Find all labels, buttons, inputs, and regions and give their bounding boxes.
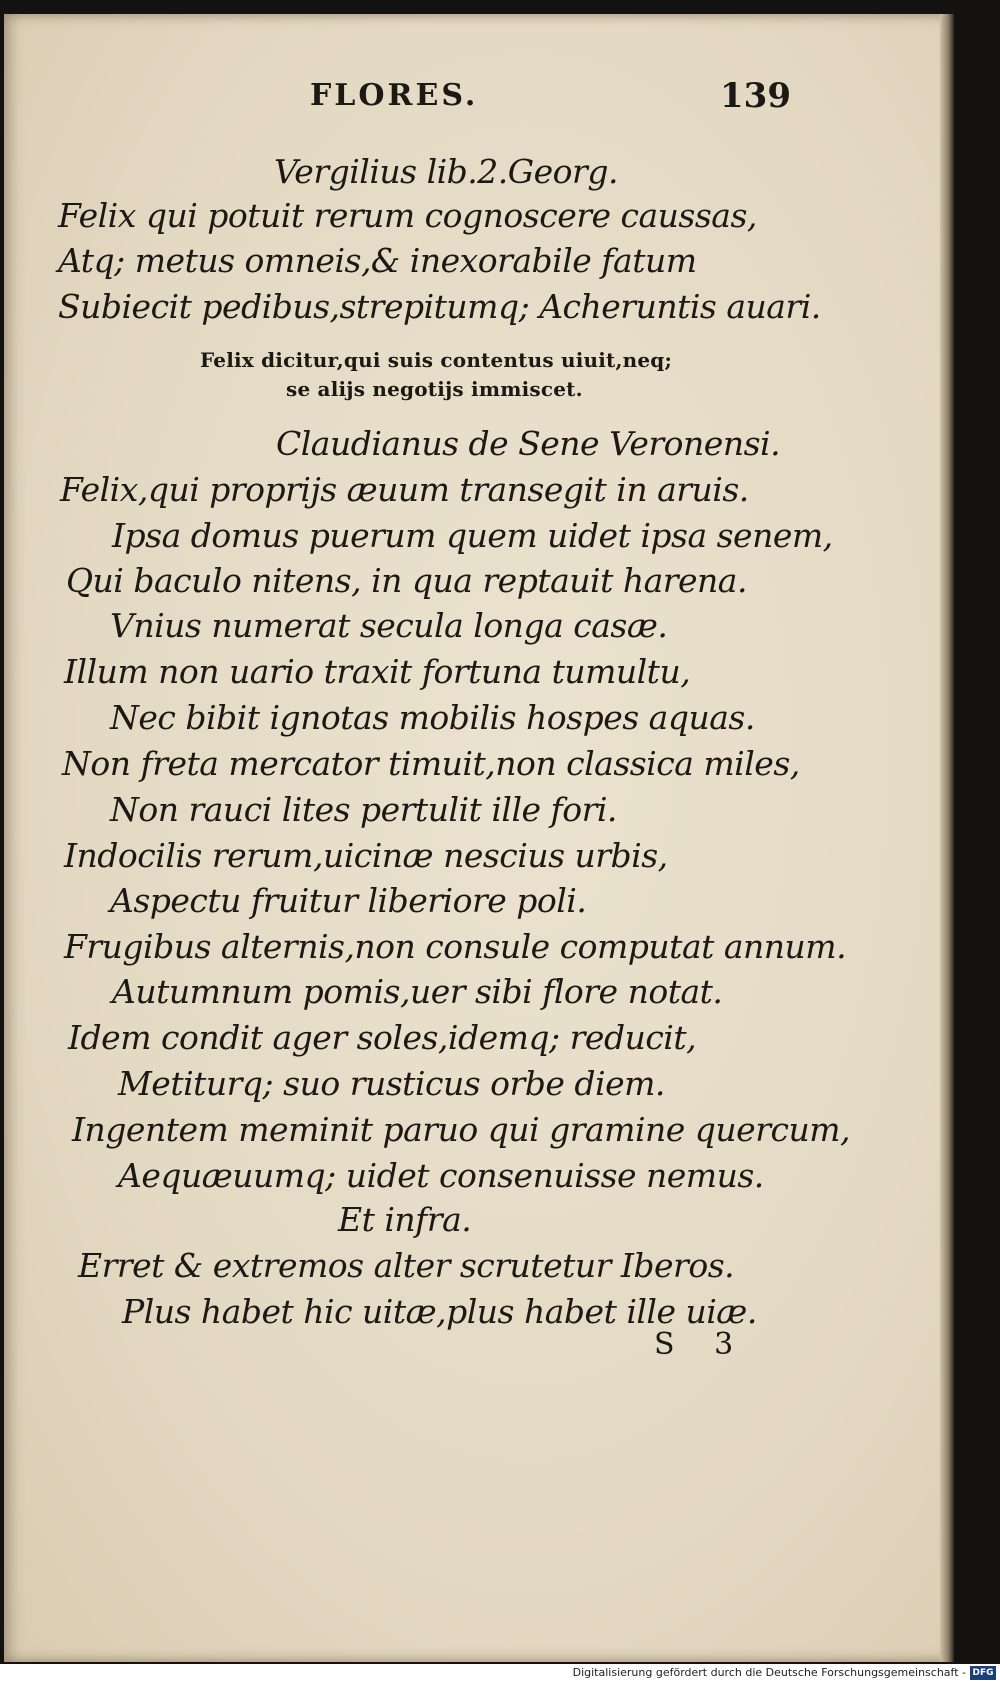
- verse-line: Erret & extremos alter scrutetur Iberos.: [78, 1246, 735, 1285]
- verse-line: Autumnum pomis,uer sibi flore notat.: [112, 972, 723, 1011]
- section-heading-claudian: Claudianus de Sene Veronensi.: [276, 424, 781, 463]
- verse-line: Ingentem meminit paruo qui gramine quercum,: [72, 1110, 850, 1149]
- page-text: [4, 14, 952, 1662]
- verse-line: Metiturq; suo rusticus orbe diem.: [118, 1064, 665, 1103]
- verse-line: Subiecit pedibus,strepitumq; Acheruntis auari.: [58, 287, 821, 326]
- book-page: [4, 14, 952, 1662]
- verse-line: Felix qui potuit rerum cognoscere caussas,: [58, 196, 757, 235]
- page-number: 139: [720, 76, 791, 116]
- verse-line: Indocilis rerum,uicinæ nescius urbis,: [64, 836, 668, 875]
- verse-line: Vnius numerat secula longa casæ.: [110, 606, 668, 645]
- verse-line: Atq; metus omneis,& inexorabile fatum: [58, 241, 697, 280]
- verse-line: Frugibus alternis,non consule computat annum.: [64, 927, 847, 966]
- verse-line: Aequæuumq; uidet consenuisse nemus.: [118, 1156, 764, 1195]
- et-infra-heading: Et infra.: [338, 1200, 472, 1239]
- verse-line: Ipsa domus puerum quem uidet ipsa senem,: [112, 516, 833, 555]
- prose-line: Felix dicitur,qui suis contentus uiuit,neq;: [200, 348, 673, 372]
- signature-mark: S 3: [654, 1327, 734, 1362]
- verse-line: Nec bibit ignotas mobilis hospes aquas.: [110, 698, 755, 737]
- prose-line: se alijs negotijs immiscet.: [286, 377, 583, 401]
- verse-line: Illum non uario traxit fortuna tumultu,: [64, 652, 691, 691]
- running-head: FLORES.: [310, 78, 479, 113]
- page-edge: [940, 14, 954, 1662]
- dfg-logo-icon: DFG: [970, 1666, 996, 1680]
- verse-line: Aspectu fruitur liberiore poli.: [110, 881, 587, 920]
- digitization-footer: [0, 1664, 1000, 1683]
- footer-credit: Digitalisierung gefördert durch die Deutsche Forschungsgemeinschaft -: [572, 1666, 966, 1679]
- verse-line: Felix,qui proprijs æuum transegit in aruis.: [60, 470, 749, 509]
- verse-line: Plus habet hic uitæ,plus habet ille uiæ.: [122, 1292, 757, 1331]
- verse-line: Idem condit ager soles,idemq; reducit,: [68, 1018, 697, 1057]
- section-heading-vergil: Vergilius lib.2.Georg.: [274, 152, 618, 191]
- verse-line: Qui baculo nitens, in qua reptauit harena.: [66, 561, 747, 600]
- verse-line: Non freta mercator timuit,non classica miles,: [62, 744, 800, 783]
- verse-line: Non rauci lites pertulit ille fori.: [110, 790, 617, 829]
